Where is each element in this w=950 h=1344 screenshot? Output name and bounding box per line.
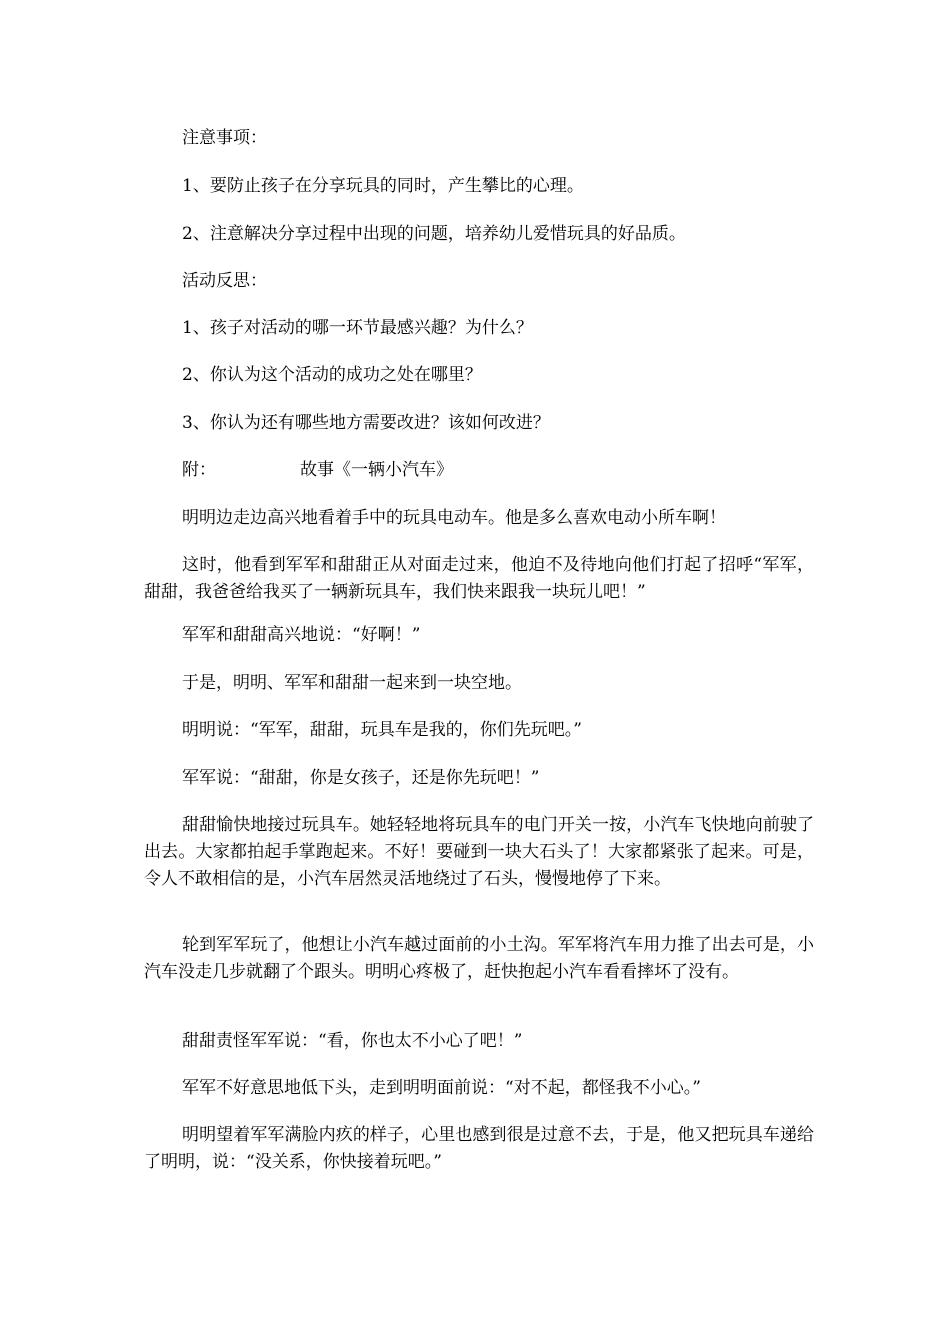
story-paragraph: 甜甜责怪军军说：“看，你也太不小心了吧！”	[182, 1031, 523, 1051]
story-paragraph: 明明说：“军军，甜甜，玩具车是我的，你们先玩吧。”	[182, 720, 582, 740]
notes-heading: 注意事项：	[182, 128, 267, 148]
story-paragraph: 甜甜愉快地接过玩具车。她轻轻地将玩具车的电门开关一按，小汽车飞快地向前驶了出去。大家都拍起手掌跑起来。不好！要碰到一块大石头了！大家都紧张了起来。可是，令人不敢相信的是，小汽车居然灵活地绕过了石头，慢慢地停了下来。	[144, 815, 814, 889]
story-paragraph: 军军不好意思地低下头，走到明明面前说：“对不起，都怪我不小心。”	[182, 1078, 701, 1098]
appendix-label: 附：	[182, 460, 216, 480]
story-paragraph: 明明边走边高兴地看着手中的玩具电动车。他是多么喜欢电动小所车啊！	[182, 508, 726, 528]
reflection-item-3: 3、你认为还有哪些地方需要改进？该如何改进？	[182, 413, 550, 433]
story-paragraph: 这时，他看到军军和甜甜正从对面走过来，他迫不及待地向他们打起了招呼“军军，甜甜，我爸爸给我买了一辆新玩具车，我们快来跟我一块玩儿吧！”	[144, 555, 814, 602]
story-title: 故事《一辆小汽车》	[300, 460, 453, 480]
appendix-line	[144, 457, 814, 484]
story-paragraph: 明明望着军军满脸内疚的样子，心里也感到很是过意不去，于是，他又把玩具车递给了明明，说：“没关系，你快接着玩吧。”	[144, 1125, 814, 1172]
story-paragraph: 军军和甜甜高兴地说：“好啊！”	[182, 625, 421, 645]
reflection-item-2: 2、你认为这个活动的成功之处在哪里？	[182, 365, 482, 385]
reflection-item-1: 1、孩子对活动的哪一环节最感兴趣？为什么？	[182, 318, 533, 338]
notes-item-1: 1、要防止孩子在分享玩具的同时，产生攀比的心理。	[182, 176, 584, 196]
notes-item-2: 2、注意解决分享过程中出现的问题，培养幼儿爱惜玩具的好品质。	[182, 224, 686, 244]
story-paragraph: 于是，明明、军军和甜甜一起来到一块空地。	[182, 673, 522, 693]
story-paragraph: 军军说：“甜甜，你是女孩子，还是你先玩吧！”	[182, 768, 540, 788]
story-paragraph: 轮到军军玩了，他想让小汽车越过面前的小土沟。军军将汽车用力推了出去可是，小汽车没走几步就翻了个跟头。明明心疼极了，赶快抱起小汽车看看摔坏了没有。	[144, 935, 814, 982]
reflection-heading: 活动反思：	[182, 271, 267, 291]
